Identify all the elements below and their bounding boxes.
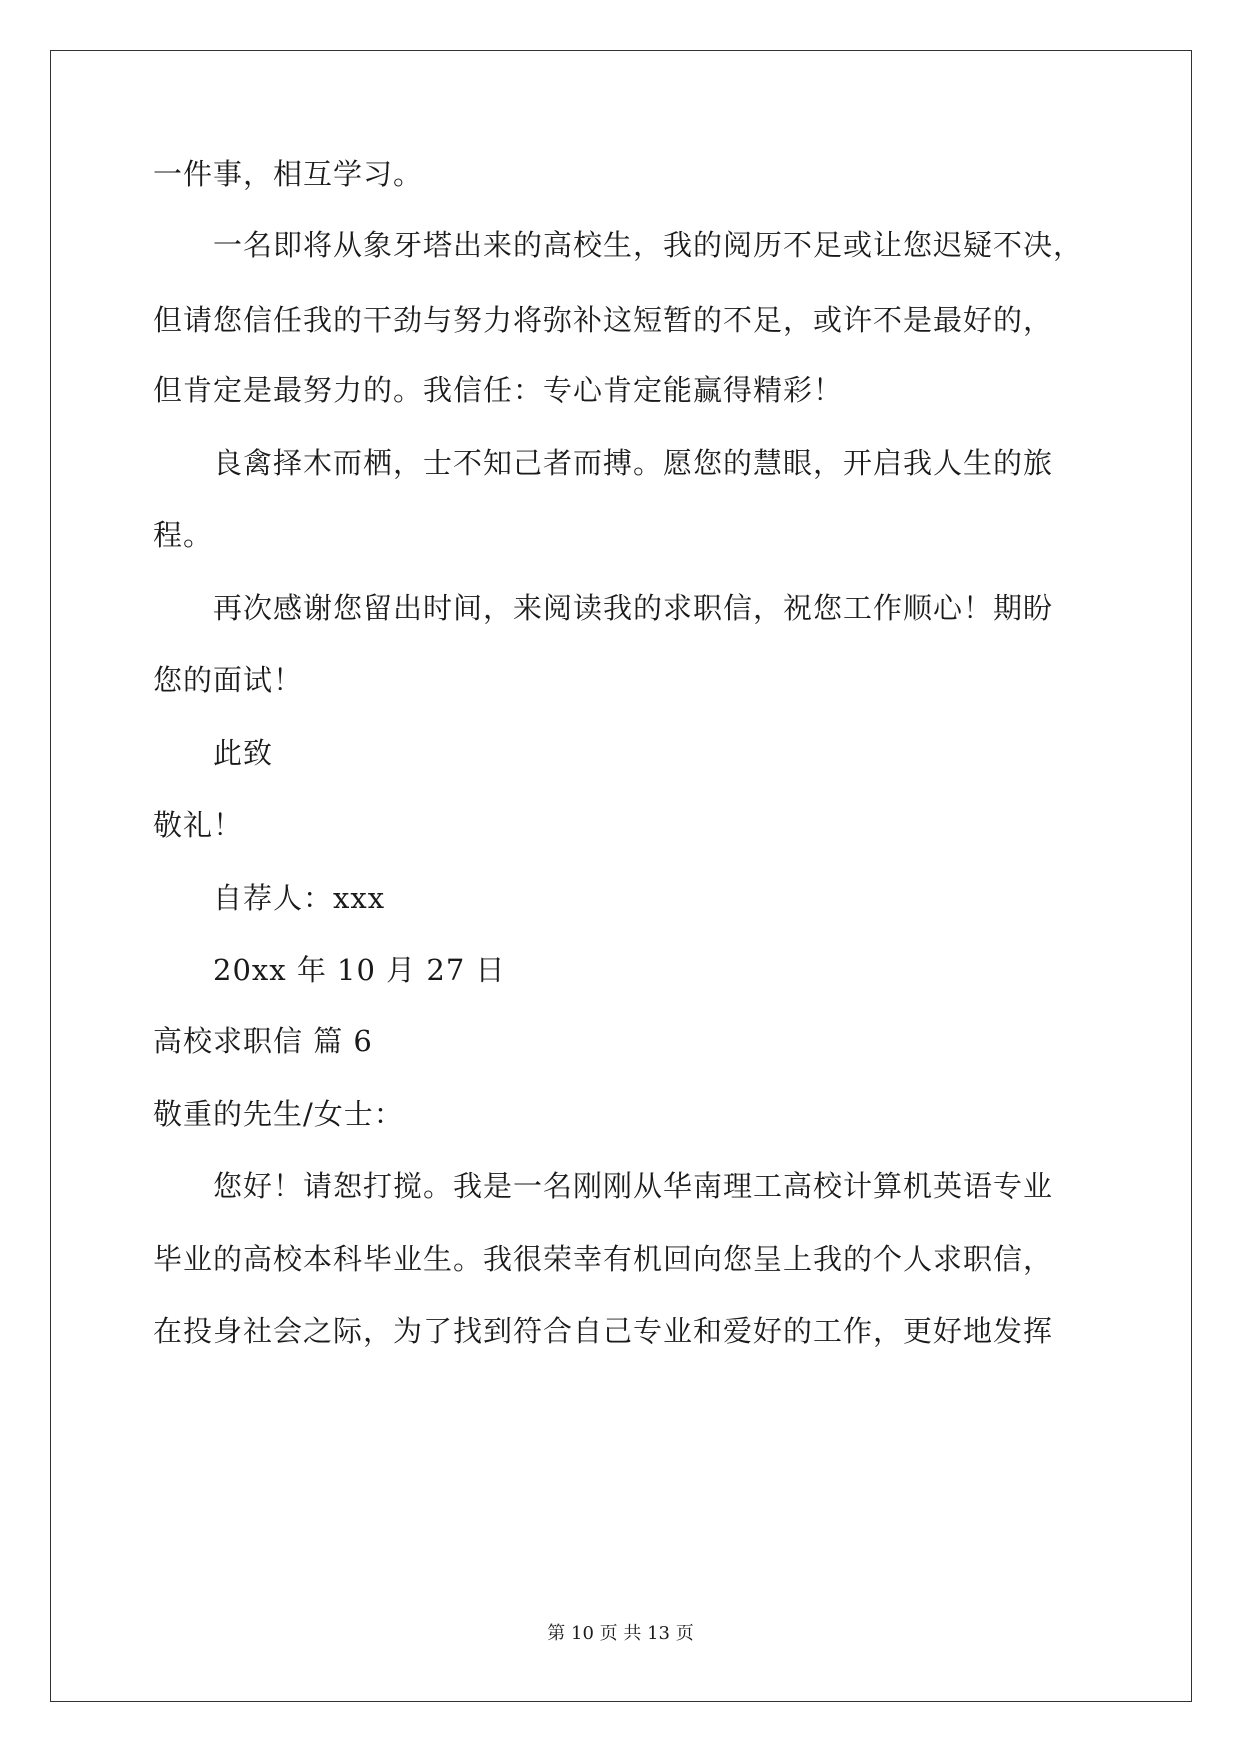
closing-salutation: 此致 — [213, 736, 274, 770]
text-line: 一名即将从象牙塔出来的高校生，我的阅历不足或让您迟疑不决， — [213, 228, 1084, 262]
page-number: 第 10 页 共 13 页 — [547, 1623, 694, 1644]
text-line: 良禽择木而栖，士不知己者而搏。愿您的慧眼，开启我人生的旅 — [213, 446, 1054, 480]
text-line: 在投身社会之际，为了找到符合自己专业和爱好的工作，更好地发挥 — [153, 1314, 1054, 1348]
text-line: 但请您信任我的干劲与努力将弥补这短暂的不足，或许不是最好的， — [153, 303, 1054, 337]
closing-regards: 敬礼！ — [153, 808, 244, 842]
date-line: 20xx 年 10 月 27 日 — [213, 953, 506, 987]
text-line: 程。 — [153, 518, 214, 552]
text-line: 再次感谢您留出时间，来阅读我的求职信，祝您工作顺心！期盼 — [213, 591, 1054, 625]
text-line: 您的面试！ — [153, 663, 304, 697]
text-line: 毕业的高校本科毕业生。我很荣幸有机回向您呈上我的个人求职信， — [153, 1242, 1054, 1276]
text-line: 一件事，相互学习。 — [153, 157, 424, 191]
signature-line: 自荐人：xxx — [213, 881, 386, 915]
text-line: 您好！请恕打搅。我是一名刚刚从华南理工高校计算机英语专业 — [213, 1169, 1054, 1203]
section-heading: 高校求职信 篇 6 — [153, 1024, 373, 1058]
text-line: 但肯定是最努力的。我信任：专心肯定能赢得精彩！ — [153, 373, 844, 407]
page-border — [50, 50, 1192, 1702]
greeting-line: 敬重的先生/女士： — [153, 1097, 404, 1131]
